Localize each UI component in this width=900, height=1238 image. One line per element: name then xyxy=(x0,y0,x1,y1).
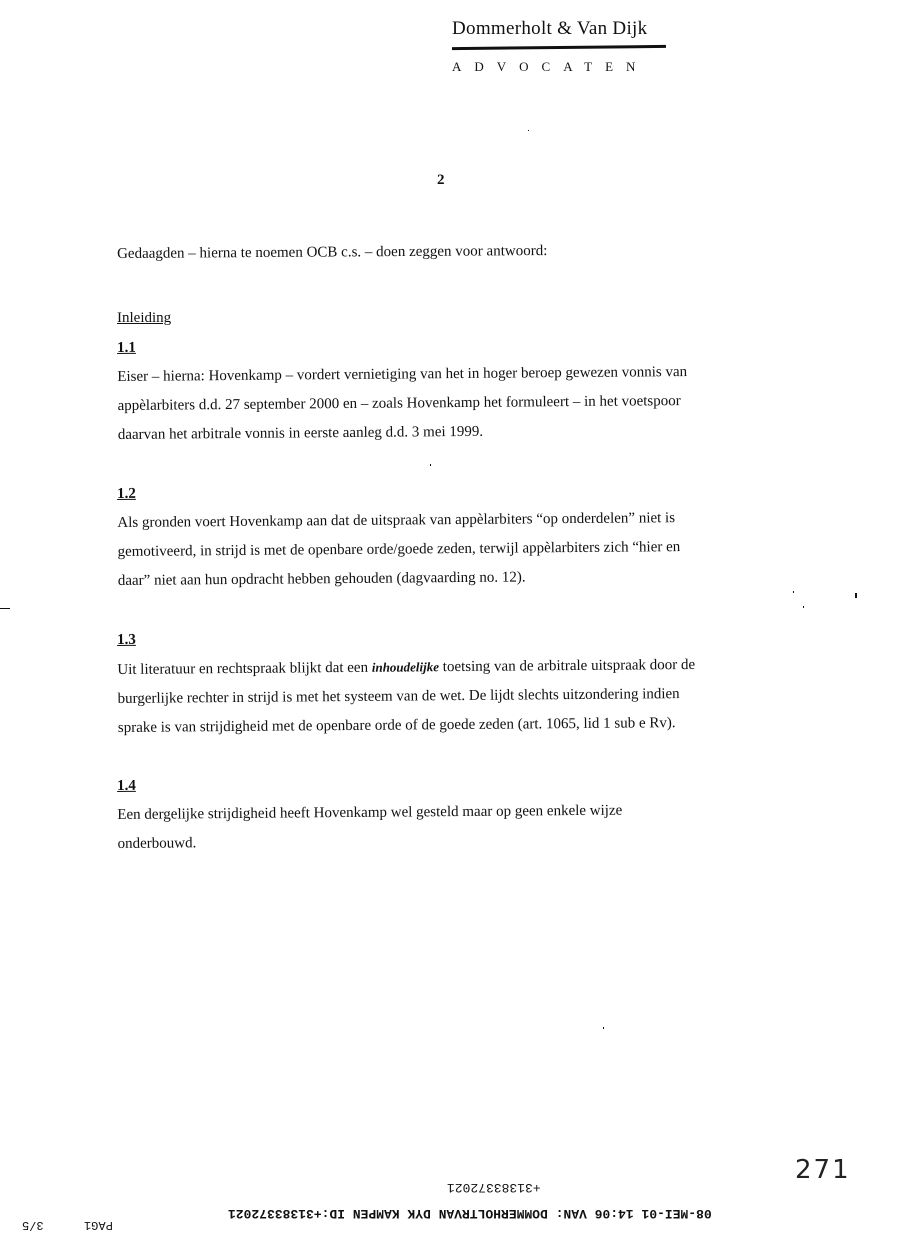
intro-text: Gedaagden – hierna te noemen OCB c.s. – doen zeggen voor antwoord: xyxy=(117,242,548,262)
paragraph-number: 1.2 xyxy=(117,485,136,502)
section-title: Inleiding xyxy=(117,310,172,326)
scan-artifact xyxy=(430,464,431,466)
paragraph-1-2 xyxy=(117,480,798,596)
paragraph-line: sprake is van strijdigheid met de openbare orde of de goede zeden (art. 1065, lid 1 sub e Rv). xyxy=(117,715,676,736)
scan-artifact xyxy=(0,608,10,609)
scan-artifact xyxy=(603,1027,604,1029)
paragraph-line: Als gronden voert Hovenkamp aan dat de uitspraak van appèlarbiters “op onderdelen” niet is xyxy=(117,510,676,531)
paragraph-number: 1.3 xyxy=(117,631,136,648)
handwritten-page-number: 271 xyxy=(795,1155,851,1185)
fax-page-count: 3/5 xyxy=(22,1218,44,1232)
paragraph-line: onderbouwd. xyxy=(117,835,197,852)
scan-artifact xyxy=(528,130,529,131)
line-text: toetsing van de arbitrale uitspraak door de xyxy=(438,656,696,676)
paragraph-line: Eiser – hierna: Hovenkamp – vordert vernietiging van het in hoger beroep gewezen vonnis van xyxy=(117,364,688,385)
paragraph-number: 1.4 xyxy=(117,777,136,794)
page-number: 2 xyxy=(437,172,445,188)
paragraph-1-1 xyxy=(117,334,798,450)
paragraph-number: 1.1 xyxy=(117,339,136,356)
letterhead xyxy=(452,18,672,75)
firm-subtitle: ADVOCATEN xyxy=(452,59,649,74)
paragraph-line: Een dergelijke strijdigheid heeft Hovenkamp wel gesteld maar op geen enkele wijze xyxy=(117,802,623,823)
paragraph-1-3 xyxy=(117,626,798,743)
scan-artifact xyxy=(803,606,804,608)
paragraph-line: daar” niet aan hun opdracht hebben gehouden (dagvaarding no. 12). xyxy=(117,569,526,589)
fax-id-line: +31383372021 xyxy=(447,1180,541,1195)
fax-page-label: PAG1 xyxy=(84,1218,113,1232)
emphasis-text: inhoudelijke xyxy=(371,659,440,675)
paragraph-line: gemotiveerd, in strijd is met de openbare orde/goede zeden, terwijl appèlarbiters zich “hier en xyxy=(117,539,681,560)
firm-name: Dommerholt & Van Dijk xyxy=(452,18,648,39)
scan-artifact xyxy=(793,591,794,593)
letterhead-rule xyxy=(452,45,666,50)
line-text: Uit literatuur en rechtspraak blijkt dat een xyxy=(117,659,372,678)
paragraph-1-4 xyxy=(117,772,798,859)
paragraph-line: burgerlijke rechter in strijd is met het systeem van de wet. De lijdt slechts uitzondering indien xyxy=(117,686,680,707)
fax-header-line: 08-MEI-01 14:06 VAN: DOMMERHOLTRVAN DYK KAMPEN ID:+31383372021 xyxy=(228,1206,712,1221)
paragraph-line: appèlarbiters d.d. 27 september 2000 en – zoals Hovenkamp het formuleert – in het voetspoor xyxy=(117,393,681,414)
scan-artifact xyxy=(855,593,857,598)
paragraph-line: daarvan het arbitrale vonnis in eerste aanleg d.d. 3 mei 1999. xyxy=(117,423,484,443)
